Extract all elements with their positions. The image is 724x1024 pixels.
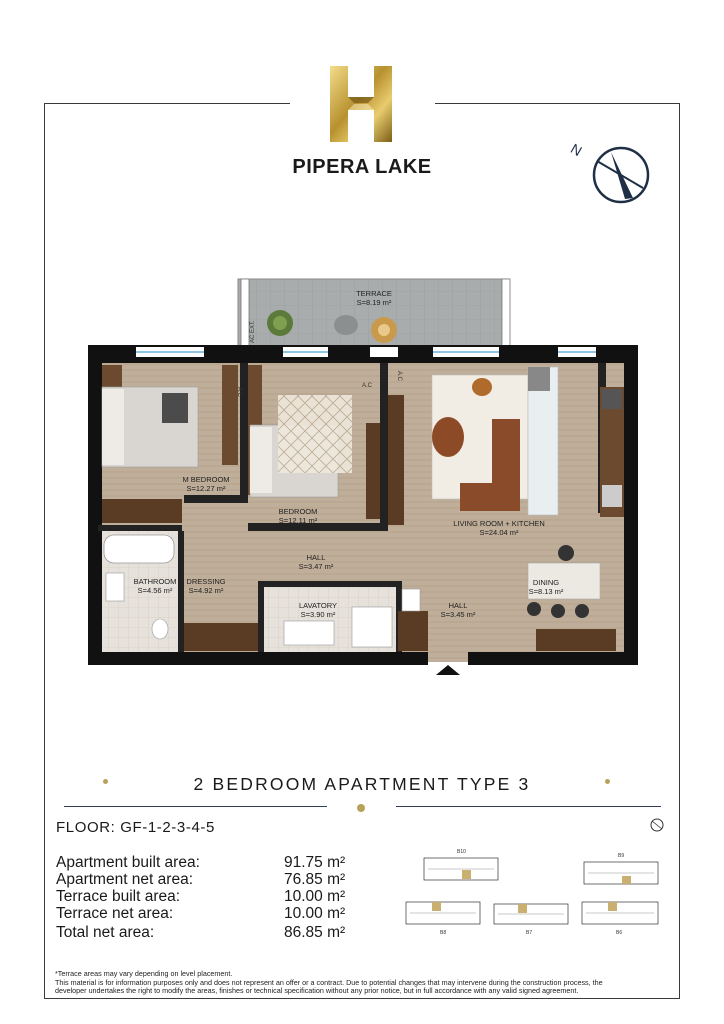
ac-tag: A.C — [236, 387, 242, 398]
area-value: 76.85 m² — [284, 871, 346, 888]
room-label-bedroom: BEDROOM S=12.11 m² — [278, 507, 318, 525]
north-label: N — [568, 140, 585, 160]
floor-levels: FLOOR: GF-1-2-3-4-5 — [56, 819, 215, 836]
room-label-m-bedroom: M BEDROOM S=12.27 m² — [182, 475, 230, 493]
room-label-bathroom: BATHROOM S=4.56 m² — [133, 577, 177, 595]
area-label: Terrace built area: — [56, 888, 181, 905]
room-label-hall-2: HALL S=3.45 m² — [440, 601, 476, 619]
area-value: 10.00 m² — [284, 888, 346, 905]
room-label-hall-1: HALL S=3.47 m² — [298, 553, 334, 571]
ac-tag: A.C — [396, 371, 402, 382]
disclaimer-notes — [55, 970, 675, 996]
brand-name: PIPERA LAKE — [292, 156, 432, 178]
note-line: This material is for information purposes only and does not represent an offer or a contract. Due to potential changes that may intervene during the construction process, the — [55, 977, 603, 987]
brand-logo — [328, 64, 394, 144]
area-value: 91.75 m² — [284, 854, 346, 871]
area-row — [56, 854, 374, 871]
room-label-dining: DINING S=8.13 m² — [528, 578, 564, 596]
area-value: 10.00 m² — [284, 905, 346, 922]
keyplan-label: B6 — [616, 930, 623, 936]
area-row — [56, 924, 374, 941]
area-label: Apartment built area: — [56, 854, 200, 871]
divider-rule — [64, 806, 327, 807]
divider-dot — [357, 804, 365, 812]
note-line: *Terrace areas may vary depending on level placement. — [55, 969, 233, 978]
area-row — [56, 871, 374, 888]
north-compass-icon — [563, 138, 653, 212]
floor-plan-drawing — [88, 277, 638, 677]
area-value: 86.85 m² — [284, 924, 346, 941]
area-label: Apartment net area: — [56, 871, 193, 888]
divider-rule — [396, 806, 661, 807]
note-line: developer undertakes the right to modify the areas, finishes or technical specification without any prior notice, but in full accordance with any valid signed agreement. — [55, 986, 579, 996]
area-table — [56, 854, 374, 941]
keyplan-label: B7 — [526, 930, 533, 936]
area-row — [56, 905, 374, 922]
keyplan-label: B9 — [618, 853, 625, 859]
area-row — [56, 888, 374, 905]
area-label: Terrace net area: — [56, 905, 174, 922]
room-label-terrace: TERRACE S=8.19 m² — [356, 289, 392, 307]
building-key-plan — [402, 846, 667, 942]
apartment-title: 2 BEDROOM APARTMENT TYPE 3 — [193, 774, 531, 794]
area-label: Total net area: — [56, 924, 155, 941]
small-compass-icon — [646, 814, 666, 834]
room-label-dressing: DRESSING S=4.92 m² — [186, 577, 226, 595]
keyplan-label: B10 — [457, 849, 466, 855]
keyplan-label: B8 — [440, 930, 447, 936]
room-label-living: LIVING ROOM + KITCHEN S=24.04 m² — [453, 519, 545, 537]
ac-tag: A.C — [362, 383, 373, 389]
floor-plan — [88, 277, 638, 677]
room-label-lavatory: LAVATORY S=3.90 m² — [298, 601, 338, 619]
ac-ext-tag: AC EXT. — [250, 320, 256, 343]
